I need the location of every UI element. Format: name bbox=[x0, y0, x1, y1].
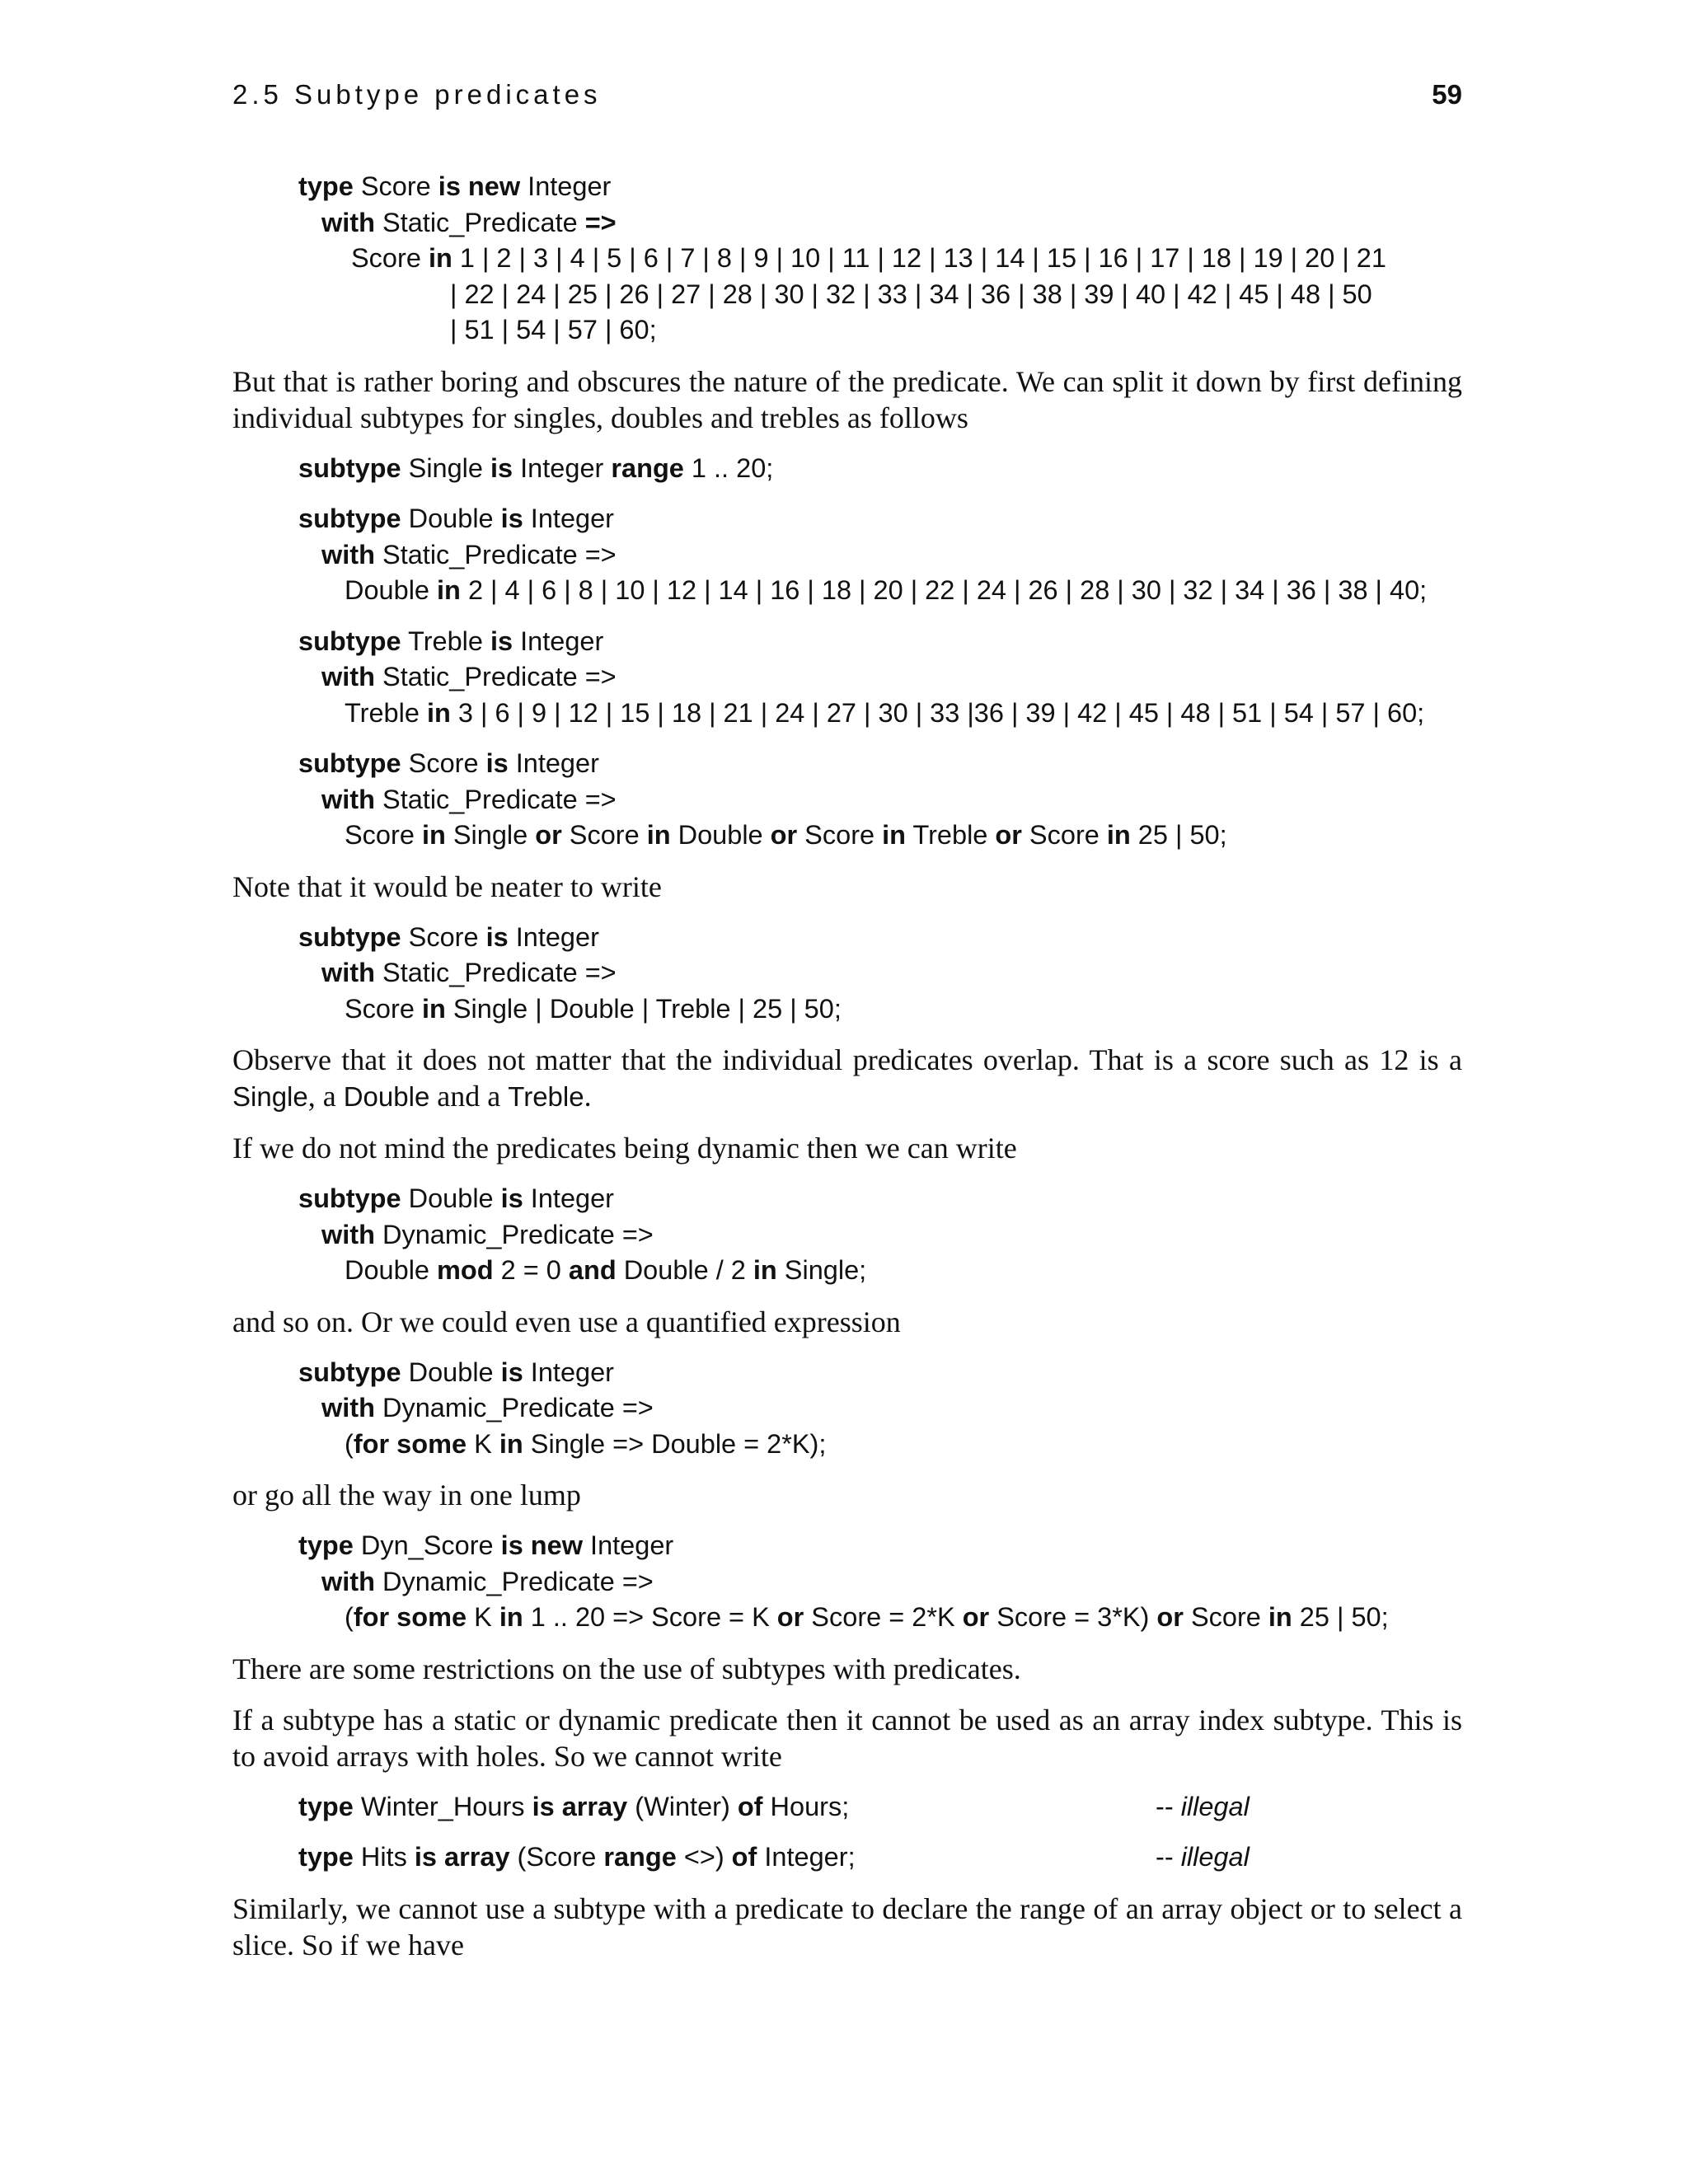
code-line: type Winter_Hours is array (Winter) of Hours; -- illegal bbox=[298, 1789, 1462, 1825]
code-line: (for some K in Single => Double = 2*K); bbox=[345, 1428, 827, 1459]
code-line: with Static_Predicate => bbox=[321, 958, 617, 987]
code-block-single bbox=[298, 451, 1462, 487]
paragraph: Similarly, we cannot use a subtype with a predicate to declare the range of an array object or to select a slice. So if we have bbox=[232, 1891, 1462, 1961]
section-title: 2.5 Subtype predicates bbox=[232, 79, 602, 110]
code-line: with Static_Predicate => bbox=[321, 539, 617, 569]
paragraph: Observe that it does not matter that the individual predicates overlap. That is a score such as 12 is a Single, a Double and a Treble. bbox=[232, 1043, 1462, 1113]
code-line: type Dyn_Score is new Integer bbox=[298, 1530, 674, 1560]
code-line: (for some K in 1 .. 20 => Score = K or Score = 2*K or Score = 3*K) or Score in 25 | 50; bbox=[345, 1602, 1389, 1632]
code-line: subtype Single is Integer range 1 .. 20; bbox=[298, 452, 774, 483]
code-block-treble bbox=[298, 624, 1462, 732]
code-line: type Hits is array (Score range <>) of Integer; -- illegal bbox=[298, 1840, 1462, 1876]
page-number: 59 bbox=[1432, 79, 1462, 110]
code-block-illegal-winter bbox=[298, 1789, 1462, 1825]
code-line: | 22 | 24 | 25 | 26 | 27 | 28 | 30 | 32 | 33 | 34 | 36 | 38 | 39 | 40 | 42 | 45 | 48 | 50 bbox=[450, 279, 1372, 309]
code-line: subtype Double is Integer bbox=[298, 504, 614, 533]
paragraph: But that is rather boring and obscures the nature of the predicate. We can split it down by first defining individual subtypes for singles, doubles and trebles as follows bbox=[232, 364, 1462, 434]
code-line: | 51 | 54 | 57 | 60; bbox=[450, 315, 657, 344]
code-block-illegal-hits bbox=[298, 1840, 1462, 1876]
code-line: Score in Single | Double | Treble | 25 | 50; bbox=[345, 993, 842, 1024]
code-line: subtype Score is Integer bbox=[298, 748, 599, 778]
code-line: subtype Double is Integer bbox=[298, 1183, 614, 1213]
code-comment: -- illegal bbox=[1156, 1842, 1250, 1872]
paragraph: If we do not mind the predicates being dynamic then we can write bbox=[232, 1132, 1017, 1165]
page-body bbox=[232, 169, 1462, 1978]
paragraph: Note that it would be neater to write bbox=[232, 869, 662, 903]
paragraph: There are some restrictions on the use of subtypes with predicates. bbox=[232, 1652, 1021, 1685]
code-line: with Static_Predicate => bbox=[321, 662, 617, 691]
code-block-score-neater bbox=[298, 920, 1462, 1028]
code-line: Treble in 3 | 6 | 9 | 12 | 15 | 18 | 21 | 24 | 27 | 30 | 33 |36 | 39 | 42 | 45 | 48 | 51 | 54 | 57 | 60; bbox=[345, 697, 1425, 728]
code-block-dyn-score bbox=[298, 1528, 1462, 1636]
code-block-score-type bbox=[298, 169, 1462, 349]
code-block-quantified bbox=[298, 1355, 1462, 1463]
code-line: Double in 2 | 4 | 6 | 8 | 10 | 12 | 14 | 16 | 18 | 20 | 22 | 24 | 26 | 28 | 30 | 32 | 34 | 36 | 38 | 40; bbox=[345, 575, 1428, 605]
code-line: with Dynamic_Predicate => bbox=[321, 1393, 654, 1422]
code-line: Score in 1 | 2 | 3 | 4 | 5 | 6 | 7 | 8 | 9 | 10 | 11 | 12 | 13 | 14 | 15 | 16 | 17 | 18 | 19 | 20 | 21 bbox=[351, 243, 1386, 273]
code-line: with Static_Predicate => bbox=[321, 207, 617, 237]
code-line: subtype Double is Integer bbox=[298, 1357, 614, 1387]
code-block-dynamic-double bbox=[298, 1181, 1462, 1289]
paragraph: If a subtype has a static or dynamic predicate then it cannot be used as an array index subtype. This is to avoid arrays with holes. So we cannot write bbox=[232, 1703, 1462, 1773]
code-line: subtype Score is Integer bbox=[298, 921, 599, 952]
code-line: type Score is new Integer bbox=[298, 171, 612, 201]
code-line: with Dynamic_Predicate => bbox=[321, 1566, 654, 1596]
code-line: subtype Treble is Integer bbox=[298, 626, 604, 656]
running-header bbox=[232, 79, 1462, 120]
code-line: with Static_Predicate => bbox=[321, 784, 617, 814]
code-line: Score in Single or Score in Double or Score in Treble or Score in 25 | 50; bbox=[345, 820, 1227, 850]
code-line: with Dynamic_Predicate => bbox=[321, 1219, 654, 1249]
code-block-score-subtype bbox=[298, 746, 1462, 854]
code-comment: -- illegal bbox=[1156, 1791, 1250, 1821]
paragraph: or go all the way in one lump bbox=[232, 1479, 581, 1511]
paragraph: and so on. Or we could even use a quantified expression bbox=[232, 1305, 901, 1338]
code-block-double bbox=[298, 501, 1462, 609]
code-line: Double mod 2 = 0 and Double / 2 in Single; bbox=[345, 1255, 867, 1285]
